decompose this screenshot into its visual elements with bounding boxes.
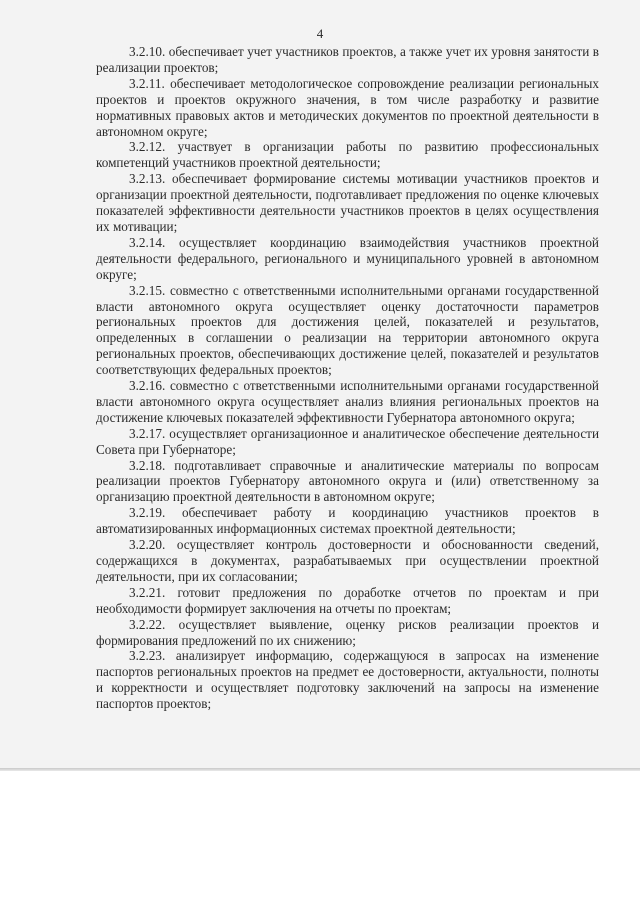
paragraph-3-2-19: 3.2.19. обеспечивает работу и координацию участников проектов в автоматизированных информационных системах проектной деятельности;: [96, 505, 599, 537]
paragraph-3-2-23: 3.2.23. анализирует информацию, содержащуюся в запросах на изменение паспортов региональных проектов на предмет ее достоверности, актуальности, полноты и корректности и осуществляет подготовку заключений на запросы на изменение паспортов проектов;: [96, 648, 599, 712]
paragraph-3-2-11: 3.2.11. обеспечивает методологическое сопровождение реализации региональных проектов и проектов окружного значения, в том числе разработку и развитие нормативных правовых актов и методических документов по проектной деятельности в автономном округе;: [96, 75, 599, 139]
paragraph-3-2-15: 3.2.15. совместно с ответственными исполнительными органами государственной власти автономного округа осуществляет оценку достаточности параметров региональных проектов для достижения целей, показателей и результатов, определенных в соглашении о реализации на территории автономного округа региональных проектов, обеспечивающих достижение целей, показателей и результатов соответствующих федеральных проектов;: [96, 282, 599, 378]
page-number: 4: [316, 26, 324, 41]
paragraph-3-2-21: 3.2.21. готовит предложения по доработке отчетов по проектам и при необходимости формирует заключения на отчеты по проектам;: [96, 584, 599, 616]
paragraph-3-2-14: 3.2.14. осуществляет координацию взаимодействия участников проектной деятельности федерального, регионального и муниципального уровней в автономном округе;: [96, 234, 599, 282]
scan-edge: [0, 768, 640, 771]
paragraph-3-2-12: 3.2.12. участвует в организации работы по развитию профессиональных компетенций участников проектной деятельности;: [96, 139, 599, 171]
document-body: [96, 44, 599, 712]
paragraph-3-2-16: 3.2.16. совместно с ответственными исполнительными органами государственной власти автономного округа осуществляет анализ влияния региональных проектов на достижение ключевых показателей эффективности Губернатора автономного округа;: [96, 378, 599, 425]
paragraph-3-2-17: 3.2.17. осуществляет организационное и аналитическое обеспечение деятельности Совета при Губернаторе;: [96, 425, 599, 457]
paragraph-3-2-10: 3.2.10. обеспечивает учет участников проектов, а также учет их уровня занятости в реализации проектов;: [96, 44, 599, 75]
paragraph-3-2-18: 3.2.18. подготавливает справочные и аналитические материалы по вопросам реализации проектов Губернатору автономного округа и (или) ответственному за организацию проектной деятельности в автономном округе;: [96, 457, 599, 505]
paragraph-3-2-20: 3.2.20. осуществляет контроль достоверности и обоснованности сведений, содержащихся в документах, разрабатываемых при осуществлении проектной деятельности, при их согласовании;: [96, 537, 599, 584]
paragraph-3-2-13: 3.2.13. обеспечивает формирование системы мотивации участников проектов и организации проектной деятельности, подготавливает предложения по оценке ключевых показателей эффективности деятельности участников проектов в целях осуществления их мотивации;: [96, 171, 599, 234]
paragraph-3-2-22: 3.2.22. осуществляет выявление, оценку рисков реализации проектов и формирования предложений по их снижению;: [96, 616, 599, 648]
